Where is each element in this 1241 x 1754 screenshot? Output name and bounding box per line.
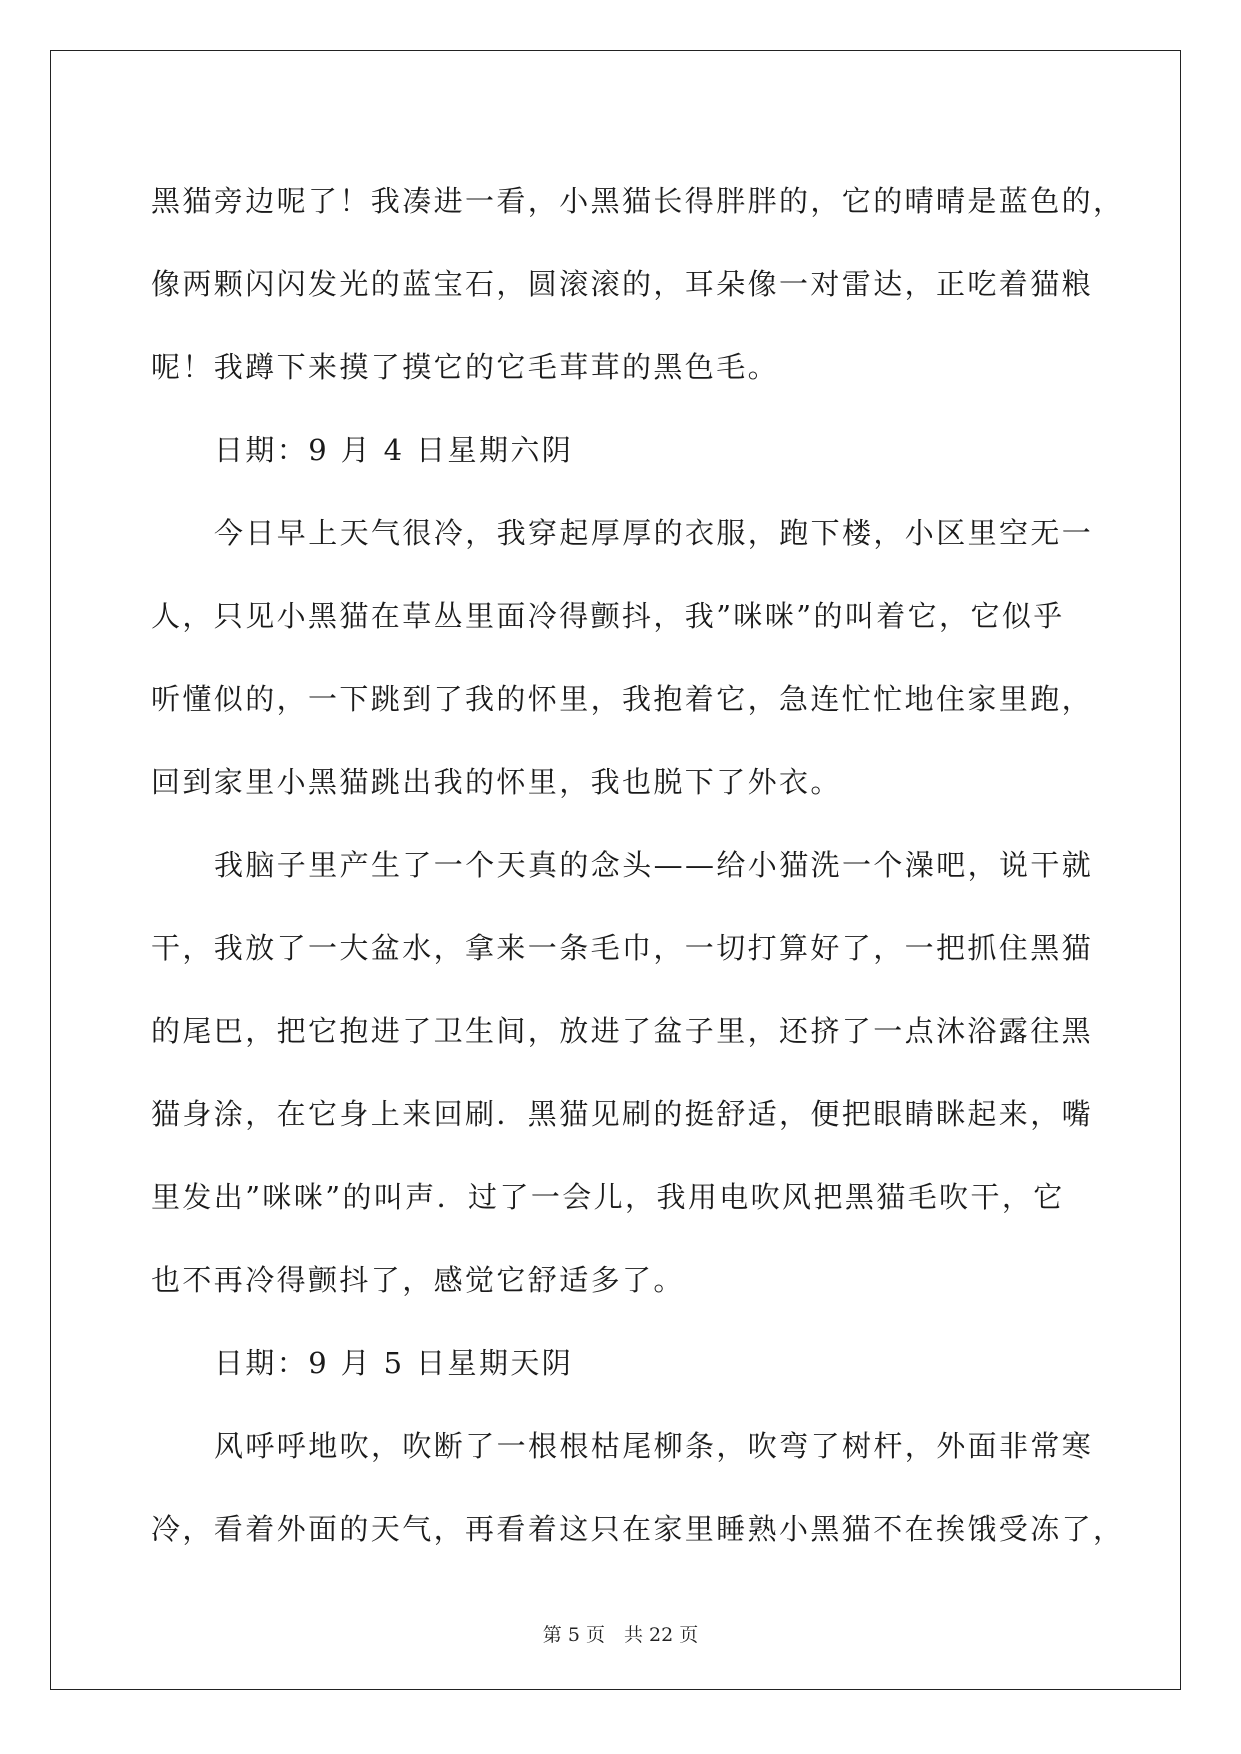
text-line: 风呼呼地吹，吹断了一根根枯尾柳条，吹弯了树杆，外面非常寒 <box>214 1429 1094 1463</box>
text-line: 冷，看着外面的天气，再看着这只在家里睡熟小黑猫不在挨饿受冻了， <box>151 1512 1125 1546</box>
text-line: 也不再冷得颤抖了，感觉它舒适多了。 <box>151 1263 685 1297</box>
text-line: 我脑子里产生了一个天真的念头——给小猫洗一个澡吧，说干就 <box>214 848 1094 882</box>
text-line: 黑猫旁边呢了！我凑进一看，小黑猫长得胖胖的，它的晴晴是蓝色的， <box>151 184 1125 218</box>
text-line: 猫身涂，在它身上来回刷．黑猫见刷的挺舒适，便把眼睛眯起来，嘴 <box>151 1097 1094 1131</box>
date-heading: 日期：9 月 4 日星期六阴 <box>214 433 574 467</box>
text-line: 听懂似的，一下跳到了我的怀里，我抱着它，急连忙忙地住家里跑， <box>151 682 1094 716</box>
text-line: 里发出”咪咪”的叫声．过了一会儿，我用电吹风把黑猫毛吹干，它 <box>151 1180 1065 1214</box>
document-body <box>151 160 1125 1571</box>
text-line: 像两颗闪闪发光的蓝宝石，圆滚滚的，耳朵像一对雷达，正吃着猫粮 <box>151 267 1094 301</box>
text-line: 回到家里小黑猫跳出我的怀里，我也脱下了外衣。 <box>151 765 842 799</box>
date-heading: 日期：9 月 5 日星期天阴 <box>214 1346 574 1380</box>
page-number-footer: 第 5 页 共 22 页 <box>542 1624 699 1646</box>
text-line: 今日早上天气很冷，我穿起厚厚的衣服，跑下楼，小区里空无一 <box>214 516 1094 550</box>
text-line: 呢！我蹲下来摸了摸它的它毛茸茸的黑色毛。 <box>151 350 780 384</box>
text-line: 人，只见小黑猫在草丛里面冷得颤抖，我”咪咪”的叫着它，它似乎 <box>151 599 1065 633</box>
text-line: 的尾巴，把它抱进了卫生间，放进了盆子里，还挤了一点沐浴露往黑 <box>151 1014 1094 1048</box>
text-line: 干，我放了一大盆水，拿来一条毛巾，一切打算好了，一把抓住黑猫 <box>151 931 1094 965</box>
